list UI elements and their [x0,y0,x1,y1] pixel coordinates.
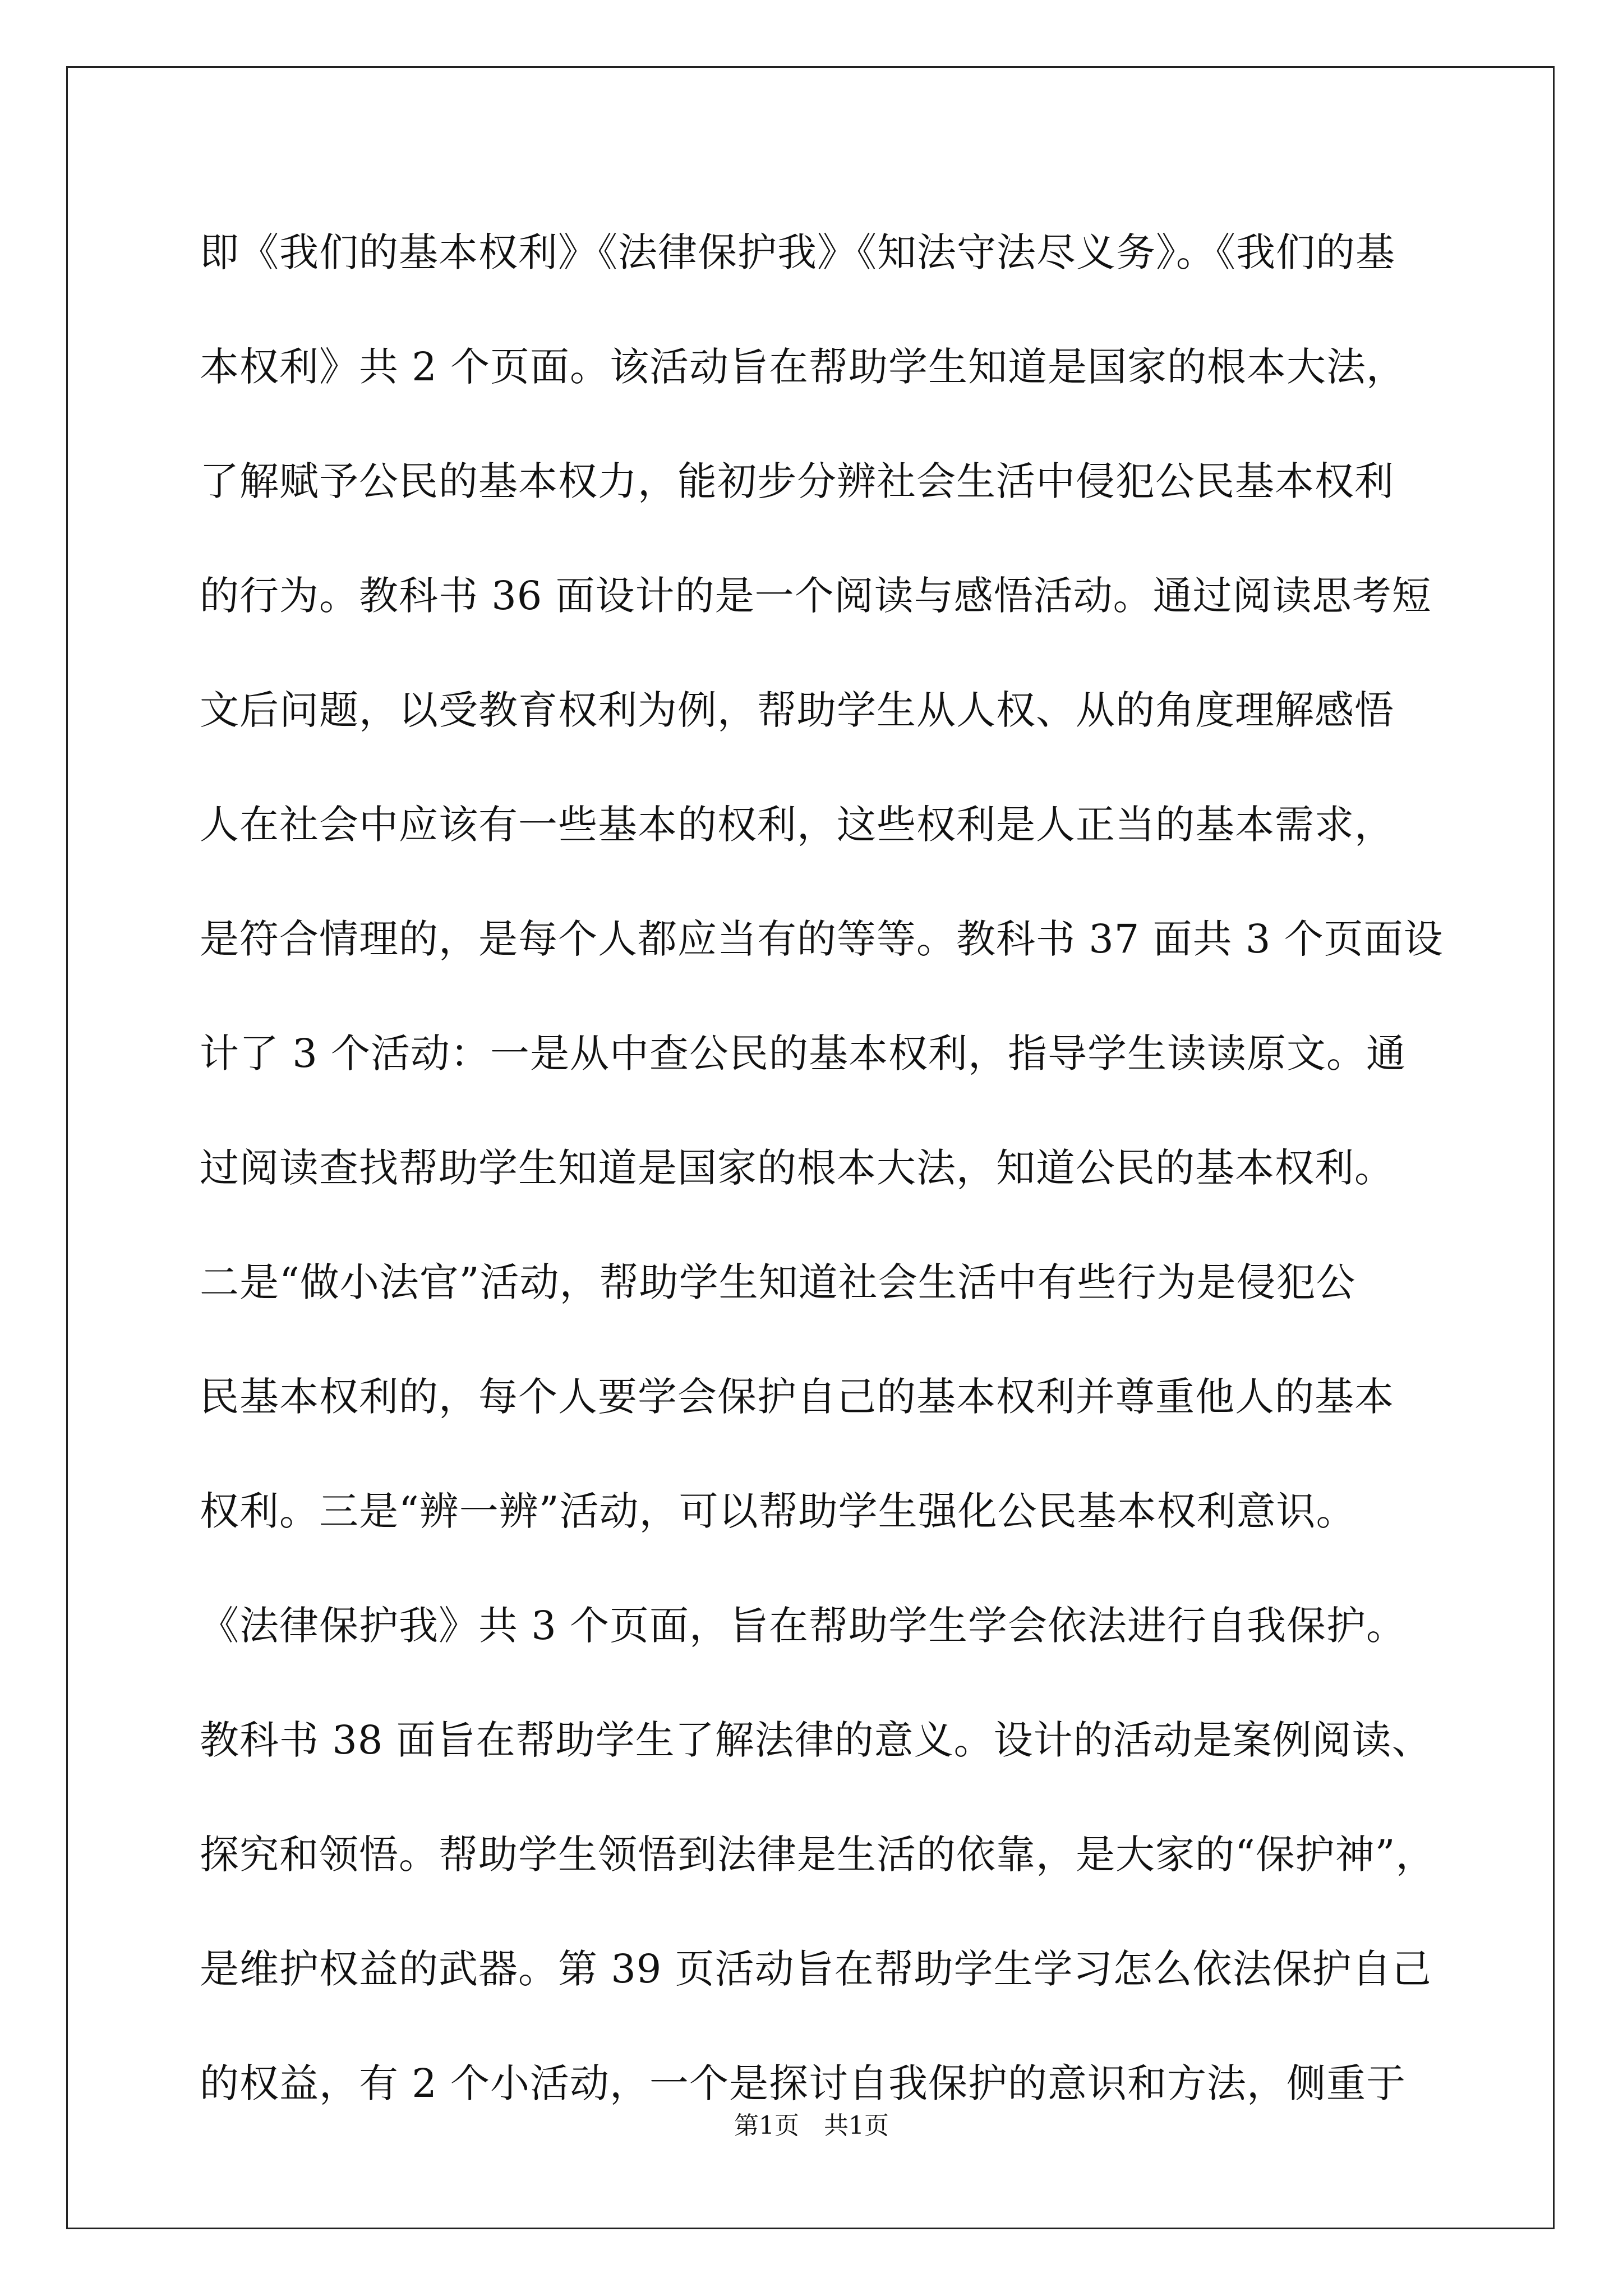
text-line: 是维护权益的武器。第 39 页活动旨在帮助学生学习怎么依法保护自己 [200,1946,1432,1992]
text-line: 的行为。教科书 36 面设计的是一个阅读与感悟活动。通过阅读思考短 [200,573,1432,619]
text-line: 即《我们的基本权利》《法律保护我》《知法守法尽义务》。《我们的基 [200,229,1395,275]
text-line: 是符合情理的，是每个人都应当有的等等。教科书 37 面共 3 个页面设 [200,916,1444,962]
text-line: 过阅读查找帮助学生知道是国家的根本大法，知道公民的基本权利。 [200,1145,1394,1191]
text-line: 文后问题，以受教育权利为例，帮助学生从人权、从的角度理解感悟 [200,687,1394,733]
text-line: 《法律保护我》共 3 个页面，旨在帮助学生学会依法进行自我保护。 [200,1603,1407,1649]
text-line: 了解赋予公民的基本权力，能初步分辨社会生活中侵犯公民基本权利 [200,458,1394,504]
text-line: 民基本权利的，每个人要学会保护自己的基本权利并尊重他人的基本 [200,1374,1394,1420]
text-line: 教科书 38 面旨在帮助学生了解法律的意义。设计的活动是案例阅读、 [200,1717,1432,1763]
text-line: 权利。三是“辨一辨”活动，可以帮助学生强化公民基本权利意识。 [200,1488,1356,1534]
document-body [200,216,1444,2161]
text-line: 探究和领悟。帮助学生领悟到法律是生活的依靠，是大家的“保护神”， [200,1832,1436,1878]
text-line: 本权利》共 2 个页面。该活动旨在帮助学生知道是国家的根本大法， [200,344,1407,390]
text-line: 二是“做小法官”活动，帮助学生知道社会生活中有些行为是侵犯公 [200,1259,1356,1305]
text-line: 人在社会中应该有一些基本的权利，这些权利是人正当的基本需求， [200,802,1394,848]
text-line: 的权益，有 2 个小活动，一个是探讨自我保护的意识和方法，侧重于 [200,2060,1407,2106]
text-line: 计了 3 个活动：一是从中查公民的基本权利，指导学生读读原文。通 [200,1030,1407,1076]
page-number-footer: 第1页 共1页 [734,2111,889,2140]
